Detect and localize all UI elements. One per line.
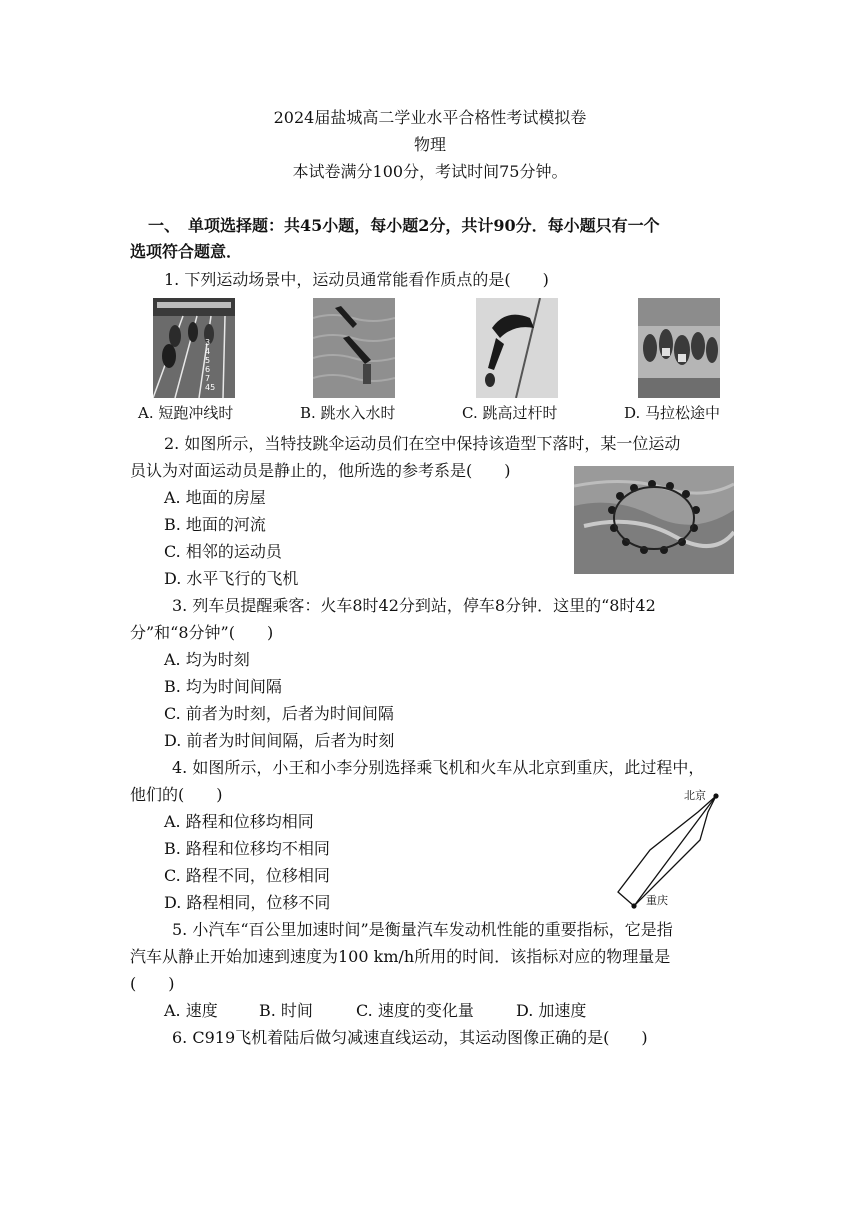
option-a: A. 短跑冲线时 bbox=[138, 404, 234, 422]
question-2-stem-cont: 员认为对面运动员是静止的，他所选的参考系是( ) bbox=[130, 461, 511, 480]
option-c: C. 跳高过杆时 bbox=[462, 404, 558, 422]
question-4-stem: 4. 如图所示，小王和小李分别选择乘飞机和火车从北京到重庆，此过程中， bbox=[172, 758, 705, 777]
question-5-stem-cont: 汽车从静止开始加速到速度为100 km/h所用的时间．该指标对应的物理量是 bbox=[130, 947, 671, 966]
q3-option-b: B. 均为时间间隔 bbox=[164, 677, 282, 696]
skydiving-formation-photo bbox=[574, 466, 734, 574]
q4-option-c: C. 路程不同，位移相同 bbox=[164, 866, 330, 885]
q3-option-c: C. 前者为时刻，后者为时间间隔 bbox=[164, 704, 394, 723]
chongqing-label: 重庆 bbox=[646, 894, 668, 907]
q4-option-b: B. 路程和位移均不相同 bbox=[164, 839, 330, 858]
lane-number-labels: 3 4 5 6 7 45 bbox=[205, 338, 216, 392]
sprint-finish-photo bbox=[153, 298, 235, 398]
q3-option-d: D. 前者为时间间隔，后者为时刻 bbox=[164, 731, 395, 750]
question-2-stem: 2. 如图所示，当特技跳伞运动员们在空中保持该造型下落时，某一位运动 bbox=[164, 434, 681, 453]
exam-note: 本试卷满分100分，考试时间75分钟。 bbox=[292, 162, 568, 181]
exam-title: 2024届盐城高二学业水平合格性考试模拟卷 bbox=[273, 108, 587, 127]
q2-option-a: A. 地面的房屋 bbox=[164, 488, 266, 507]
q2-option-b: B. 地面的河流 bbox=[164, 515, 266, 534]
question-6-stem: 6. C919飞机着陆后做匀减速直线运动，其运动图像正确的是( ) bbox=[172, 1028, 648, 1047]
marathon-photo bbox=[638, 298, 720, 398]
exam-subject: 物理 bbox=[413, 135, 446, 154]
beijing-point bbox=[713, 793, 718, 798]
route-map-diagram bbox=[610, 782, 730, 912]
question-4-stem-cont: 他们的( ) bbox=[130, 785, 223, 804]
high-jump-photo bbox=[476, 298, 558, 398]
section-heading-cont: 选项符合题意． bbox=[130, 242, 243, 261]
straight-route-line bbox=[634, 796, 716, 906]
beijing-label: 北京 bbox=[684, 789, 706, 802]
diving-photo bbox=[313, 298, 395, 398]
q5-option-a: A. 速度 bbox=[164, 1001, 218, 1020]
chongqing-point bbox=[631, 903, 636, 908]
question-5-stem-cont2: ( ) bbox=[130, 974, 175, 993]
q3-option-a: A. 均为时刻 bbox=[164, 650, 250, 669]
curved-route-line bbox=[618, 796, 716, 906]
question-5-stem: 5. 小汽车“百公里加速时间”是衡量汽车发动机性能的重要指标，它是指 bbox=[172, 920, 673, 939]
q5-option-b: B. 时间 bbox=[259, 1001, 313, 1020]
section-heading: 一、 单项选择题：共45小题，每小题2分，共计90分．每小题只有一个 bbox=[148, 216, 660, 235]
question-3-stem-cont: 分”和“8分钟”( ) bbox=[130, 623, 274, 642]
q2-option-d: D. 水平飞行的飞机 bbox=[164, 569, 299, 588]
question-3-stem: 3. 列车员提醒乘客：火车8时42分到站，停车8分钟．这里的“8时42 bbox=[172, 596, 656, 615]
q5-option-d: D. 加速度 bbox=[516, 1001, 587, 1020]
question-1-stem: 1. 下列运动场景中，运动员通常能看作质点的是( ) bbox=[164, 270, 549, 289]
q2-option-c: C. 相邻的运动员 bbox=[164, 542, 282, 561]
option-b: B. 跳水入水时 bbox=[300, 404, 396, 422]
q4-option-d: D. 路程相同，位移不同 bbox=[164, 893, 331, 912]
q4-option-a: A. 路程和位移均相同 bbox=[164, 812, 314, 831]
q5-option-c: C. 速度的变化量 bbox=[356, 1001, 474, 1020]
option-d: D. 马拉松途中 bbox=[624, 404, 721, 422]
